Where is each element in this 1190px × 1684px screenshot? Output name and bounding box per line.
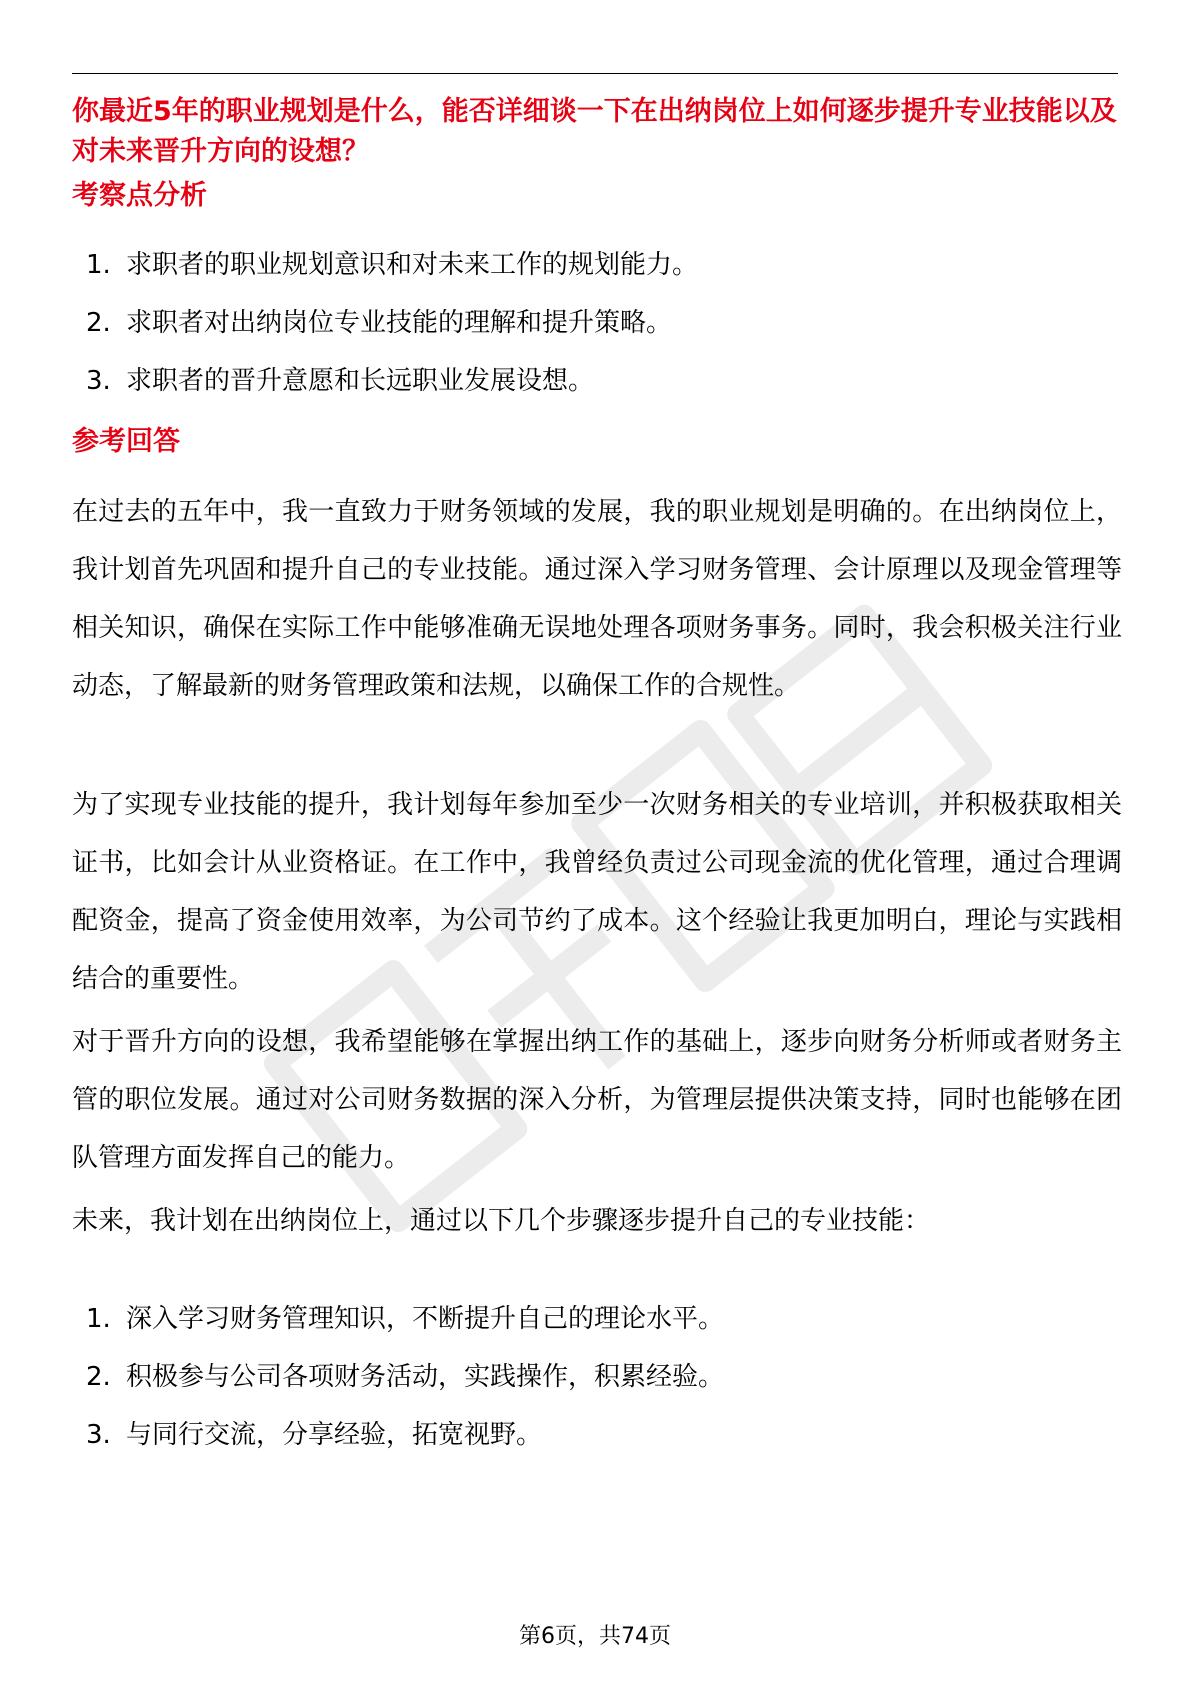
question-heading: 你最近5年的职业规划是什么，能否详细谈一下在出纳岗位上如何逐步提升专业技能以及对未来晋升方向的设想？ xyxy=(72,96,1117,167)
analysis-title: 考察点分析 xyxy=(72,180,207,211)
list-number: 3. xyxy=(86,366,111,396)
list-text: 求职者的晋升意愿和长远职业发展设想。 xyxy=(126,366,595,396)
answer-title: 参考回答 xyxy=(72,426,180,457)
list-text: 与同行交流，分享经验，拓宽视野。 xyxy=(126,1420,543,1450)
answer-paragraph: 为了实现专业技能的提升，我计划每年参加至少一次财务相关的专业培训，并积极获取相关证书，比如会计从业资格证。在工作中，我曾经负责过公司现金流的优化管理，通过合理调配资金，提高了资金使用效率，为公司节约了成本。这个经验让我更加明白，理论与实践相结合的重要性。 xyxy=(72,790,1122,994)
list-number: 2. xyxy=(86,1362,111,1392)
list-number: 3. xyxy=(86,1420,111,1450)
steps-list xyxy=(72,1290,1122,1464)
list-item xyxy=(72,1290,1122,1348)
list-item xyxy=(72,1348,1122,1406)
list-number: 1. xyxy=(86,1304,111,1334)
list-number: 1. xyxy=(86,250,111,280)
list-number: 2. xyxy=(86,308,111,338)
answer-paragraph: 在过去的五年中，我一直致力于财务领域的发展，我的职业规划是明确的。在出纳岗位上，我计划首先巩固和提升自己的专业技能。通过深入学习财务管理、会计原理以及现金管理等相关知识，确保在实际工作中能够准确无误地处理各项财务事务。同时，我会积极关注行业动态，了解最新的财务管理政策和法规，以确保工作的合规性。 xyxy=(72,497,1122,701)
list-item xyxy=(72,352,1122,410)
answer-paragraph: 未来，我计划在出纳岗位上，通过以下几个步骤逐步提升自己的专业技能： xyxy=(72,1206,931,1236)
list-text: 求职者的职业规划意识和对未来工作的规划能力。 xyxy=(126,250,699,280)
analysis-list xyxy=(72,236,1122,410)
list-text: 深入学习财务管理知识，不断提升自己的理论水平。 xyxy=(126,1304,725,1334)
list-item xyxy=(72,236,1122,294)
top-divider xyxy=(72,73,1118,74)
list-item xyxy=(72,1406,1122,1464)
answer-paragraph: 对于晋升方向的设想，我希望能够在掌握出纳工作的基础上，逐步向财务分析师或者财务主管的职位发展。通过对公司财务数据的深入分析，为管理层提供决策支持，同时也能够在团队管理方面发挥自己的能力。 xyxy=(72,1027,1122,1173)
list-text: 求职者对出纳岗位专业技能的理解和提升策略。 xyxy=(126,308,673,338)
list-item xyxy=(72,294,1122,352)
page-footer: 第6页，共74页 xyxy=(519,1624,671,1649)
list-text: 积极参与公司各项财务活动，实践操作，积累经验。 xyxy=(126,1362,725,1392)
